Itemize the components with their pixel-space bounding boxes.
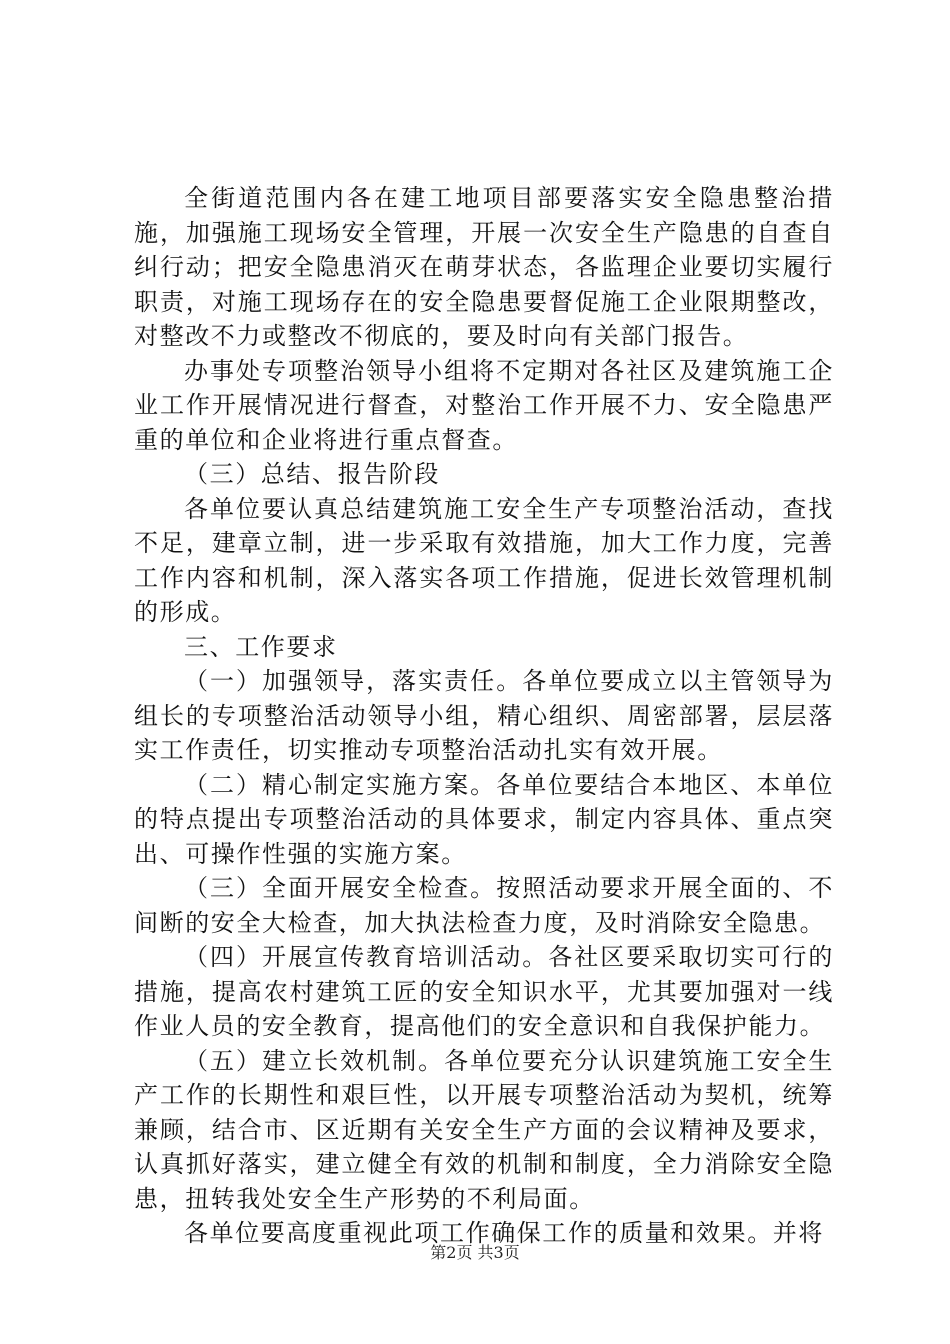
paragraph-requirement-3: （三）全面开展安全检查。按照活动要求开展全面的、不间断的安全大检查，加大执法检查力度，及时消除安全隐患。	[134, 874, 834, 937]
paragraph-supervision: 办事处专项整治领导小组将不定期对各社区及建筑施工企业工作开展情况进行督查，对整治工作开展不力、安全隐患严重的单位和企业将进行重点督查。	[134, 356, 834, 454]
page-number-footer: 第2页 共3页	[430, 1243, 520, 1262]
paragraph-requirement-1: （一）加强领导，落实责任。各单位要成立以主管领导为组长的专项整治活动领导小组，精心组织、周密部署，层层落实工作责任，切实推动专项整治活动扎实有效开展。	[134, 667, 834, 764]
paragraph-requirement-4: （四）开展宣传教育培训活动。各社区要采取切实可行的措施，提高农村建筑工匠的安全知识水平，尤其要加强对一线作业人员的安全教育，提高他们的安全意识和自我保护能力。	[134, 943, 834, 1040]
heading-work-requirements: 三、工作要求	[184, 632, 338, 661]
paragraph-requirement-2: （二）精心制定实施方案。各单位要结合本地区、本单位的特点提出专项整治活动的具体要求，制定内容具体、重点突出、可操作性强的实施方案。	[134, 770, 834, 868]
heading-summary-stage: （三）总结、报告阶段	[184, 460, 440, 488]
document-body	[134, 181, 834, 1251]
paragraph-requirement-5: （五）建立长效机制。各单位要充分认识建筑施工安全生产工作的长期性和艰巨性，以开展专项整治活动为契机，统筹兼顾，结合市、区近期有关安全生产方面的会议精神及要求，认真抓好落实，建立健全有效的机制和制度，全力消除安全隐患，扭转我处安全生产形势的不利局面。	[134, 1046, 834, 1213]
paragraph-closing: 各单位要高度重视此项工作确保工作的质量和效果。并将	[184, 1219, 824, 1247]
paragraph-summary: 各单位要认真总结建筑施工安全生产专项整治活动，查找不足，建章立制，进一步采取有效措施，加大工作力度，完善工作内容和机制，深入落实各项工作措施，促进长效管理机制的形成。	[134, 494, 834, 626]
paragraph-site-rectification: 全街道范围内各在建工地项目部要落实安全隐患整治措施，加强施工现场安全管理，开展一次安全生产隐患的自查自纠行动；把安全隐患消灭在萌芽状态，各监理企业要切实履行职责，对施工现场存在的安全隐患要督促施工企业限期整改，对整改不力或整改不彻底的，要及时向有关部门报告。	[134, 184, 834, 350]
